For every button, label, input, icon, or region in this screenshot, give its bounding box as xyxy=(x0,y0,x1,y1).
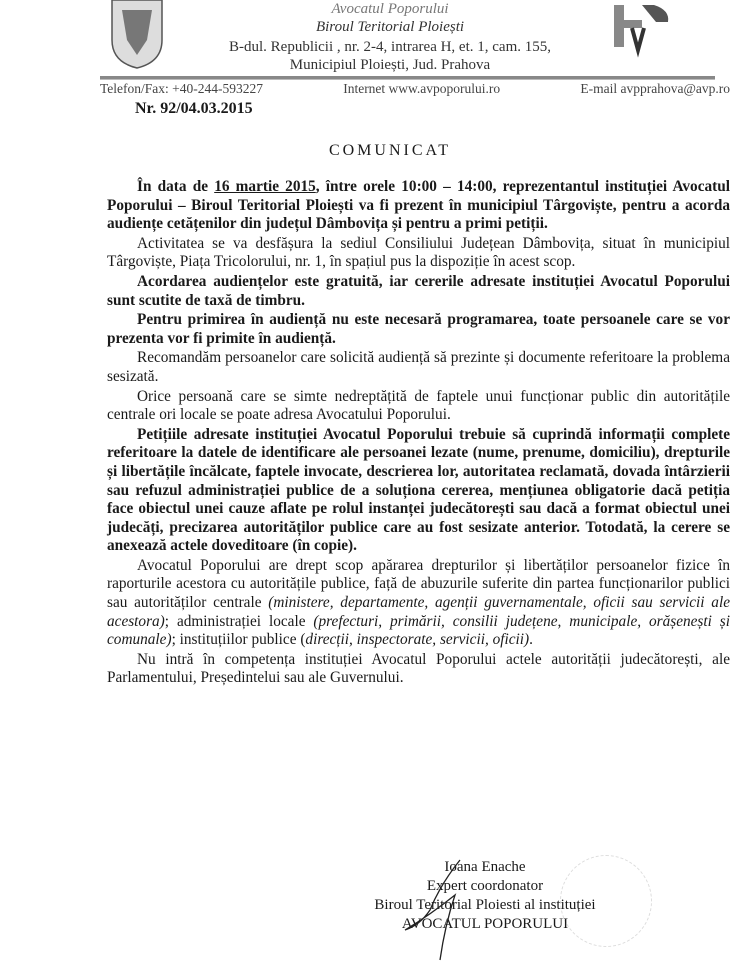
paragraph-1 xyxy=(107,178,730,234)
romanian-coat-of-arms-icon xyxy=(102,0,172,70)
paragraph-9: Nu intră în competența instituției Avocatul Poporului actele autorității judecătorești, ale Parlamentului, Președintelui sau ale Guvernului. xyxy=(107,650,730,687)
phone: Telefon/Fax: +40-244-593227 xyxy=(100,81,264,96)
document-body xyxy=(107,178,730,689)
p8-f: direcții, inspectorate, servicii, oficii) xyxy=(305,631,530,649)
p8-d: (prefecturi, primării, consilii județene, municipale, orășenești și comunale) xyxy=(107,612,730,649)
p1-text-a: În data de xyxy=(137,178,215,195)
header-institution: Avocatul Poporului xyxy=(331,1,449,17)
paragraph-3: Acordarea audiențelor este gratuită, iar cererile adresate instituției Avocatul Poporului sunt scutite de taxă de timbru. xyxy=(107,272,730,309)
signatory-institution: AVOCATUL POPORULUI xyxy=(401,916,569,932)
p8-g: . xyxy=(529,631,533,649)
document-number: Nr. 92/04.03.2015 xyxy=(135,100,253,117)
paragraph-4: Pentru primirea în audiență nu este necesară programarea, toate persoanele care se vor prezenta vor fi primite în audiență. xyxy=(107,311,730,347)
handwritten-signature-icon xyxy=(400,855,490,965)
signatory-role: Expert coordonator xyxy=(426,878,544,894)
p8-a: Avocatul Poporului are drept scop apărarea drepturilor și libertăților persoanelor fizice în raporturile acestora cu autoritățile publice, față de abuzurile suferite din partea funcționarilor publici sau autorităților centrale xyxy=(107,556,730,612)
document-title: COMUNICAT xyxy=(328,142,452,159)
p1-text-b: , între orele 10:00 – 14:00, reprezentantul instituției Avocatul Poporului – Biroul Teritorial Ploiești va fi prezent în municipiul Târgoviște, pentru a acorda audiențe cetățenilor din județul Dâmbovița și pentru a primi petiții. xyxy=(107,178,730,233)
header-contact xyxy=(100,81,730,97)
paragraph-2: Activitatea se va desfășura la sediul Consiliului Județean Dâmbovița, situat în municipiul Târgoviște, Piața Tricolorului, nr. 1, în spațiul pus la dispoziție în acest scop. xyxy=(107,234,730,271)
paragraph-6: Orice persoană care se simte nedreptățită de faptele unui funcționar public din autoritățile centrale ori locale se poate adresa Avocatului Poporului. xyxy=(107,387,730,424)
event-date: 16 martie 2015 xyxy=(214,178,316,195)
p8-c: ; administrației locale xyxy=(164,612,314,630)
avp-logo-icon xyxy=(612,0,672,70)
p8-b: (ministere, departamente, agenții guvernamentale, oficii sau servicii ale acestora) xyxy=(107,594,730,630)
internet-link[interactable]: Internet www.avpoporului.ro xyxy=(343,81,501,96)
header-office: Biroul Teritorial Ploiești xyxy=(315,19,465,35)
signatory-office: Biroul Teritorial Ploiesti al instituției xyxy=(374,897,596,913)
paragraph-8 xyxy=(107,557,730,650)
paragraph-5: Recomandăm persoanelor care solicită audiență să prezinte și documente referitoare la problema sesizată. xyxy=(107,349,730,385)
email-link[interactable]: E-mail avpprahova@avp.ro xyxy=(580,81,730,96)
paragraph-7: Petițiile adresate instituției Avocatul Poporului trebuie să cuprindă informații complete referitoare la datele de identificare ale persoanei lezate (nume, prenume, domiciliu), drepturile și libertățile încălcate, faptele invocate, descrierea lor, autoritatea reclamată, dovada întârzierii sau refuzul administrației publice de a soluționa cererea, mențiunea obligatorie dacă petiția face obiectul unei cauze aflate pe rolul instanței judecătorești sau dacă a format obiectul unei judecăți, precizarea autorităților publice care au fost sesizate anterior. Totodată, la cerere se anexează actele doveditoare (în copie). xyxy=(107,425,730,555)
signatory-name: Ioana Enache xyxy=(444,859,526,875)
p8-e: ; instituțiilor publice ( xyxy=(171,631,306,649)
header-divider xyxy=(100,76,715,80)
header-address2: Municipiul Ploiești, Jud. Prahova xyxy=(289,57,491,73)
header-address1: B-dul. Republicii , nr. 2-4, intrarea H, et. 1, cam. 155, xyxy=(228,39,551,55)
